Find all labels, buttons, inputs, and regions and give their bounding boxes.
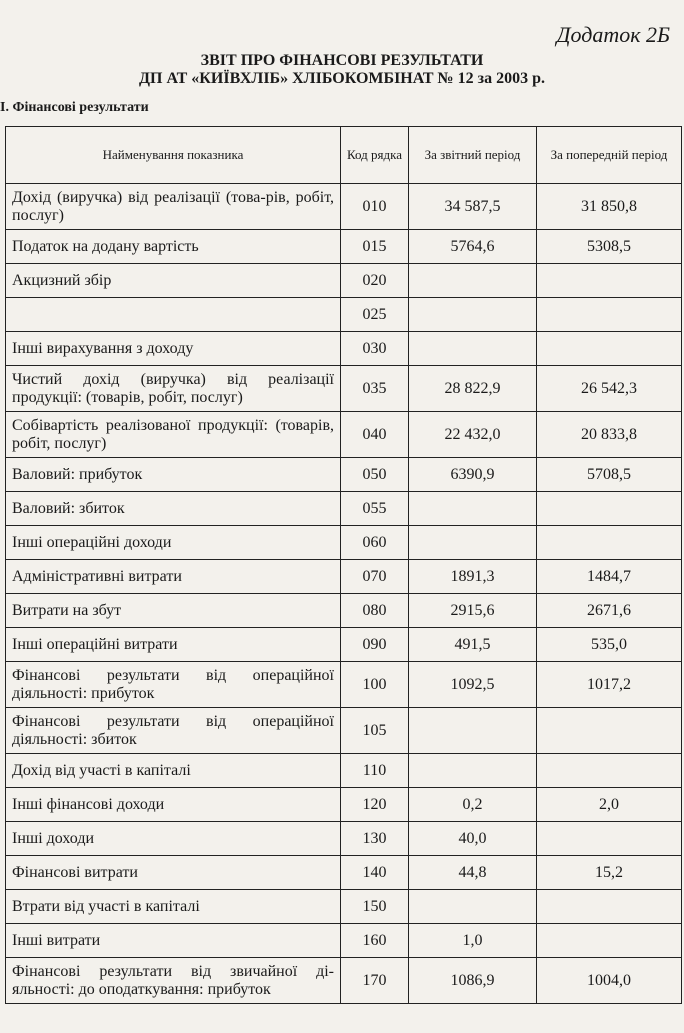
table-row bbox=[6, 560, 682, 594]
row-current: 1891,3 bbox=[409, 560, 537, 594]
row-name: Дохід від участі в капіталі bbox=[6, 754, 341, 788]
table-row bbox=[6, 754, 682, 788]
row-previous: 5308,5 bbox=[537, 230, 682, 264]
table-row bbox=[6, 298, 682, 332]
row-previous bbox=[537, 526, 682, 560]
row-previous bbox=[537, 298, 682, 332]
row-code: 160 bbox=[341, 924, 409, 958]
row-previous: 2,0 bbox=[537, 788, 682, 822]
row-previous bbox=[537, 708, 682, 754]
row-name: Фінансові результати від операційної діяльності: прибуток bbox=[6, 662, 341, 708]
row-previous bbox=[537, 264, 682, 298]
row-name: Дохід (виручка) від реалізації (това-рів, робіт, послуг) bbox=[6, 184, 341, 230]
row-name: Фінансові результати від звичайної ді-яльності: до оподаткування: прибуток bbox=[6, 958, 341, 1004]
header-current: За звітний період bbox=[409, 127, 537, 184]
table-row bbox=[6, 856, 682, 890]
row-previous: 15,2 bbox=[537, 856, 682, 890]
row-name: Інші фінансові доходи bbox=[6, 788, 341, 822]
row-name: Інші операційні доходи bbox=[6, 526, 341, 560]
table-row bbox=[6, 332, 682, 366]
table-header-row bbox=[6, 127, 682, 184]
row-current bbox=[409, 890, 537, 924]
row-current: 1092,5 bbox=[409, 662, 537, 708]
table-row bbox=[6, 412, 682, 458]
row-name: Інші вирахування з доходу bbox=[6, 332, 341, 366]
row-code: 100 bbox=[341, 662, 409, 708]
row-current bbox=[409, 264, 537, 298]
row-previous bbox=[537, 492, 682, 526]
row-current bbox=[409, 526, 537, 560]
row-code: 030 bbox=[341, 332, 409, 366]
table-row bbox=[6, 264, 682, 298]
row-name: Витрати на збут bbox=[6, 594, 341, 628]
table-row bbox=[6, 526, 682, 560]
section-heading: І. Фінансові результати bbox=[0, 100, 149, 115]
row-name: Фінансові витрати bbox=[6, 856, 341, 890]
table-row bbox=[6, 230, 682, 264]
table-row bbox=[6, 628, 682, 662]
row-current bbox=[409, 298, 537, 332]
row-name: Адміністративні витрати bbox=[6, 560, 341, 594]
row-previous bbox=[537, 754, 682, 788]
row-current: 22 432,0 bbox=[409, 412, 537, 458]
table-row bbox=[6, 184, 682, 230]
table-row bbox=[6, 890, 682, 924]
row-name: Втрати від участі в капіталі bbox=[6, 890, 341, 924]
table-row bbox=[6, 594, 682, 628]
table-body bbox=[6, 184, 682, 1004]
row-code: 080 bbox=[341, 594, 409, 628]
row-current: 34 587,5 bbox=[409, 184, 537, 230]
row-current: 5764,6 bbox=[409, 230, 537, 264]
row-current bbox=[409, 492, 537, 526]
table-row bbox=[6, 958, 682, 1004]
row-name bbox=[6, 298, 341, 332]
row-name: Податок на додану вартість bbox=[6, 230, 341, 264]
row-previous: 1004,0 bbox=[537, 958, 682, 1004]
row-previous: 31 850,8 bbox=[537, 184, 682, 230]
row-name: Інші доходи bbox=[6, 822, 341, 856]
row-name: Інші витрати bbox=[6, 924, 341, 958]
table-row bbox=[6, 822, 682, 856]
table-row bbox=[6, 366, 682, 412]
row-current: 1,0 bbox=[409, 924, 537, 958]
table-row bbox=[6, 708, 682, 754]
row-previous: 20 833,8 bbox=[537, 412, 682, 458]
row-code: 055 bbox=[341, 492, 409, 526]
row-code: 015 bbox=[341, 230, 409, 264]
row-previous: 5708,5 bbox=[537, 458, 682, 492]
row-code: 010 bbox=[341, 184, 409, 230]
row-name: Валовий: прибуток bbox=[6, 458, 341, 492]
row-name: Собівартість реалізованої продукції: (товарів, робіт, послуг) bbox=[6, 412, 341, 458]
row-name: Валовий: збиток bbox=[6, 492, 341, 526]
row-code: 120 bbox=[341, 788, 409, 822]
table-row bbox=[6, 788, 682, 822]
row-code: 130 bbox=[341, 822, 409, 856]
row-code: 105 bbox=[341, 708, 409, 754]
row-name: Інші операційні витрати bbox=[6, 628, 341, 662]
row-code: 170 bbox=[341, 958, 409, 1004]
row-current: 491,5 bbox=[409, 628, 537, 662]
row-name: Акцизний збір bbox=[6, 264, 341, 298]
table-row bbox=[6, 492, 682, 526]
header-name: Найменування показника bbox=[6, 127, 341, 184]
report-title-line2: ДП АТ «КИЇВХЛІБ» ХЛІБОКОМБІНАТ № 12 за 2003 р. bbox=[139, 70, 545, 87]
row-code: 110 bbox=[341, 754, 409, 788]
appendix-label: Додаток 2Б bbox=[556, 22, 670, 47]
row-code: 060 bbox=[341, 526, 409, 560]
report-title bbox=[0, 52, 684, 88]
header-code: Код рядка bbox=[341, 127, 409, 184]
row-previous: 26 542,3 bbox=[537, 366, 682, 412]
row-current: 40,0 bbox=[409, 822, 537, 856]
row-name: Фінансові результати від операційної діяльності: збиток bbox=[6, 708, 341, 754]
row-current bbox=[409, 708, 537, 754]
row-current: 2915,6 bbox=[409, 594, 537, 628]
row-previous: 1484,7 bbox=[537, 560, 682, 594]
row-current: 1086,9 bbox=[409, 958, 537, 1004]
row-current bbox=[409, 332, 537, 366]
row-current bbox=[409, 754, 537, 788]
row-previous bbox=[537, 332, 682, 366]
row-previous bbox=[537, 924, 682, 958]
row-current: 44,8 bbox=[409, 856, 537, 890]
row-previous bbox=[537, 822, 682, 856]
row-code: 050 bbox=[341, 458, 409, 492]
row-code: 025 bbox=[341, 298, 409, 332]
row-current: 6390,9 bbox=[409, 458, 537, 492]
report-title-line1: ЗВІТ ПРО ФІНАНСОВІ РЕЗУЛЬТАТИ bbox=[200, 52, 484, 69]
table-row bbox=[6, 662, 682, 708]
row-current: 0,2 bbox=[409, 788, 537, 822]
row-code: 090 bbox=[341, 628, 409, 662]
row-code: 035 bbox=[341, 366, 409, 412]
row-code: 020 bbox=[341, 264, 409, 298]
table-row bbox=[6, 458, 682, 492]
row-previous: 535,0 bbox=[537, 628, 682, 662]
row-code: 140 bbox=[341, 856, 409, 890]
header-previous: За попередній період bbox=[537, 127, 682, 184]
row-previous bbox=[537, 890, 682, 924]
row-code: 040 bbox=[341, 412, 409, 458]
row-name: Чистий дохід (виручка) від реалізації продукції: (товарів, робіт, послуг) bbox=[6, 366, 341, 412]
row-previous: 1017,2 bbox=[537, 662, 682, 708]
financial-results-table bbox=[5, 126, 682, 1004]
row-code: 150 bbox=[341, 890, 409, 924]
row-current: 28 822,9 bbox=[409, 366, 537, 412]
table-row bbox=[6, 924, 682, 958]
row-previous: 2671,6 bbox=[537, 594, 682, 628]
row-code: 070 bbox=[341, 560, 409, 594]
